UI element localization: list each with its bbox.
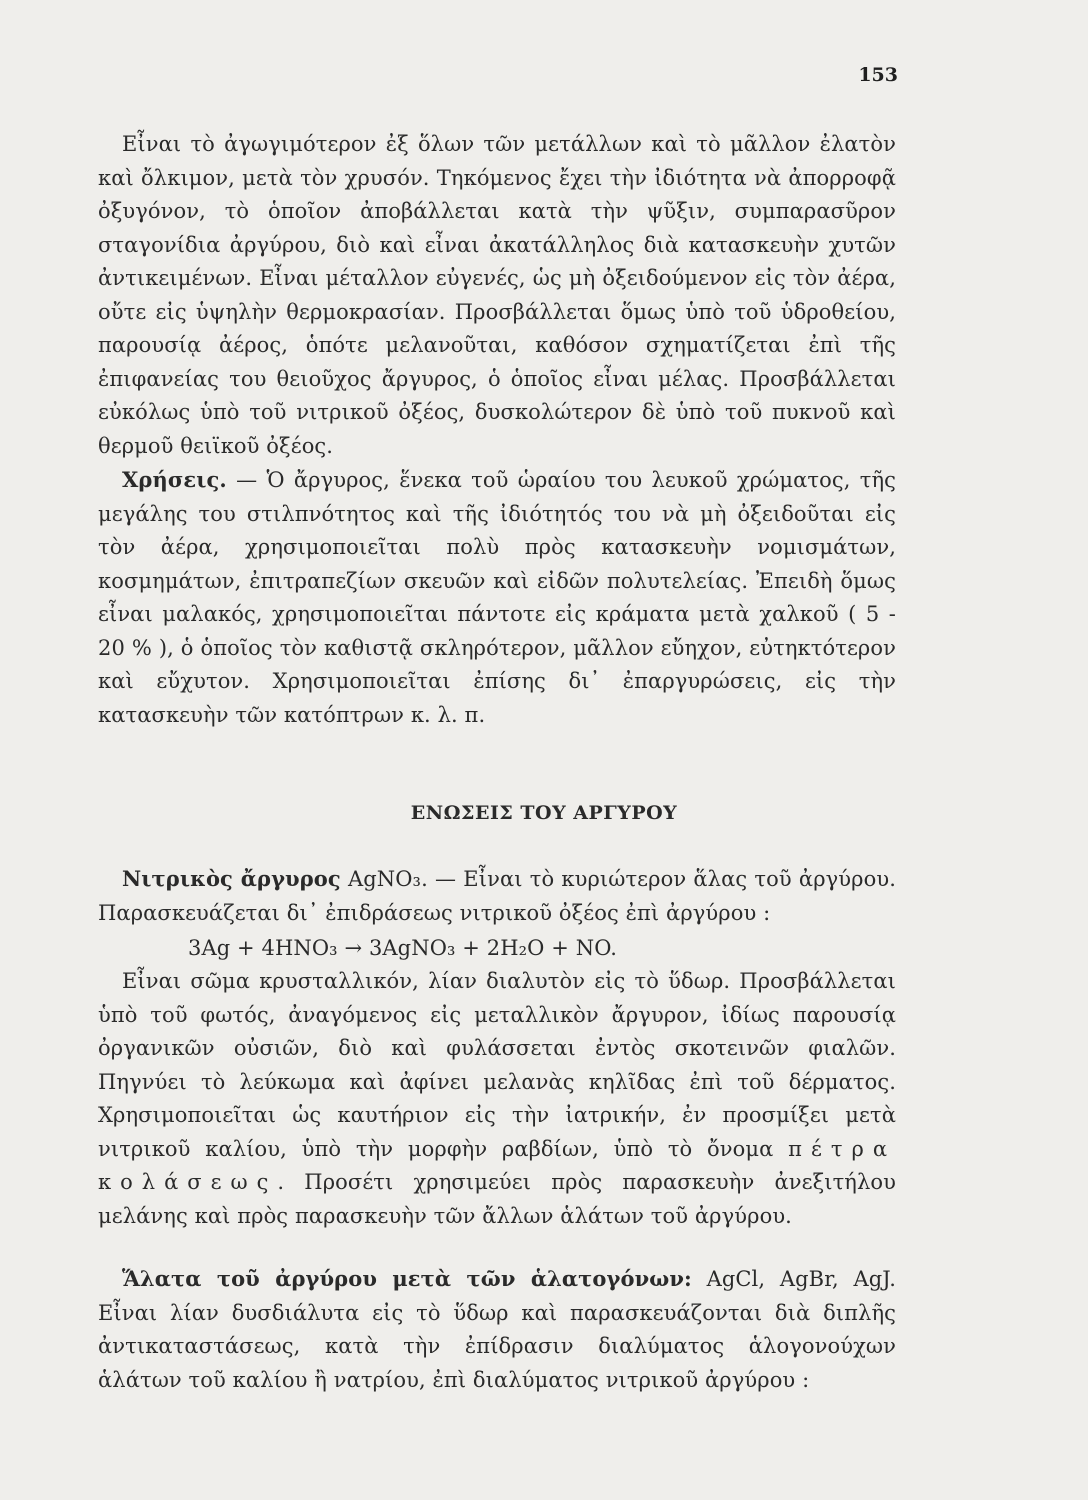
reaction-equation: 3Ag + 4HNO₃ → 3AgNO₃ + 2H₂O + NO. [188, 936, 618, 960]
silver-nitrate-intro: AgNO₃. — Εἶναι τὸ κυριώτερον ἅλας τοῦ ἀργύρου. Παρασκευάζεται δι᾽ ἐπιδράσεως νιτρικοῦ ὀξέος ἐπὶ ἀργύρου : [98, 867, 896, 925]
paragraph-silver-nitrate [98, 862, 896, 930]
section-heading: ΕΝΩΣΕΙΣ ΤΟΥ ΑΡΓΥΡΟΥ [410, 802, 678, 824]
paragraph-properties: Εἶναι τὸ ἀγωγιμότερον ἐξ ὅλων τῶν μετάλλων καὶ τὸ μᾶλλον ἐλατὸν καὶ ὄλκιμον, μετὰ τὸν χρυσόν. Τηκόμενος ἔχει τὴν ἰδιότητα νὰ ἀπορροφᾷ ὀξυγόνον, τὸ ὁποῖον ἀποβάλλεται κατὰ τὴν ψῦξιν, συμπαρασῦρον σταγονίδια ἀργύρου, διὸ καὶ εἶναι ἀκατάλληλος διὰ κατασκευὴν χυτῶν ἀντικειμένων. Εἶναι μέταλλον εὐγενές, ὡς μὴ ὀξειδούμενον εἰς τὸν ἀέρα, οὔτε εἰς ὑψηλὴν θερμοκρασίαν. Προσβάλλεται ὅμως ὑπὸ τοῦ ὑδροθείου, παρουσίᾳ ἀέρος, ὁπότε μελανοῦται, καθόσον σχηματίζεται ἐπὶ τῆς ἐπιφανείας του θειοῦχος ἄργυρος, ὁ ὁποῖος εἶναι μέλας. Προσβάλλεται εὐκόλως ὑπὸ τοῦ νιτρικοῦ ὀξέος, δυσκολώτερον δὲ ὑπὸ τοῦ πυκνοῦ καὶ θερμοῦ θειϊκοῦ ὀξέος. [98, 132, 896, 458]
spaced-name: πέτρα κολάσεως [98, 1136, 896, 1194]
paragraph-halides [98, 1262, 896, 1397]
paragraph-uses [98, 463, 896, 732]
paragraph-nitrate-properties [98, 965, 896, 1233]
uses-heading: Χρήσεις. [122, 467, 227, 492]
body-text-halides [98, 1262, 896, 1397]
nitrate-properties-text-end: . Προσέτι χρησιμεύει πρὸς παρασκευὴν ἀνεξιτήλου μελάνης καὶ πρὸς παρασκευὴν τῶν ἄλλων ἁλάτων τοῦ ἀργύρου. [98, 1170, 896, 1228]
nitrate-properties-text: Εἶναι σῶμα κρυσταλλικόν, λίαν διαλυτὸν εἰς τὸ ὕδωρ. Προσβάλλεται ὑπὸ τοῦ φωτός, ἀναγόμενος εἰς μεταλλικὸν ἄργυρον, ἰδίως παρουσίᾳ ὀργανικῶν οὐσιῶν, διὸ καὶ φυλάσσεται ἐντὸς σκοτεινῶν φιαλῶν. Πηγνύει τὸ λεύκωμα καὶ ἀφίνει μελανὰς κηλῖδας ἐπὶ τοῦ δέρματος. Χρησιμοποιεῖται ὡς καυτήριον εἰς τὴν ἰατρικήν, ἐν προσμίξει μετὰ νιτρικοῦ καλίου, ὑπὸ τὴν μορφὴν ραβδίων, ὑπὸ τὸ ὄνομα [98, 969, 896, 1161]
page-number: 153 [858, 64, 898, 86]
body-text-nitrate [98, 862, 896, 1233]
halides-heading: Ἅλατα τοῦ ἀργύρου μετὰ τῶν ἁλατογόνων: [122, 1266, 692, 1291]
uses-text: — Ὁ ἄργυρος, ἕνεκα τοῦ ὡραίου του λευκοῦ χρώματος, τῆς μεγάλης του στιλπνότητος καὶ τῆς ἰδιότητός του νὰ μὴ ὀξειδοῦται εἰς τὸν ἀέρα, χρησιμοποιεῖται πολὺ πρὸς κατασκευὴν νομισμάτων, κοσμημάτων, ἐπιτραπεζίων σκευῶν καὶ εἰδῶν πολυτελείας. Ἐπειδὴ ὅμως εἶναι μαλακός, χρησιμοποιεῖται πάντοτε εἰς κράματα μετὰ χαλκοῦ ( 5 - 20 % ), ὁ ὁποῖος τὸν καθιστᾷ σκληρότερον, μᾶλλον εὔηχον, εὐτηκτότερον καὶ εὔχυτον. Χρησιμοποιεῖται ἐπίσης δι᾽ ἐπαργυρώσεις, εἰς τὴν κατασκευὴν τῶν κατόπτρων κ. λ. π. [98, 468, 896, 727]
silver-nitrate-heading: Νιτρικὸς ἄργυρος [122, 866, 341, 891]
halides-text: AgCl, AgBr, AgJ. Εἶναι λίαν δυσδιάλυτα εἰς τὸ ὕδωρ καὶ παρασκευάζονται διὰ διπλῆς ἀντικαταστάσεως, κατὰ τὴν ἐπίδρασιν διαλύματος ἁλογονούχων ἁλάτων τοῦ καλίου ἢ νατρίου, ἐπὶ διαλύματος νιτρικοῦ ἀργύρου : [98, 1267, 896, 1392]
body-text-top [98, 128, 896, 732]
